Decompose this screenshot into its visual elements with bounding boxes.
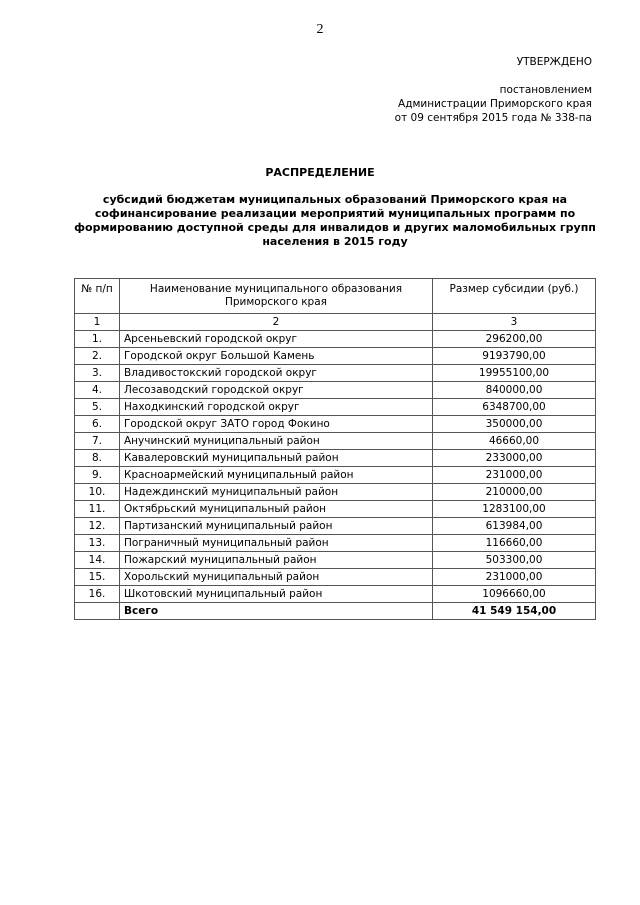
row-amount: 613984,00 [433,518,596,535]
table-row [75,501,596,518]
row-amount: 296200,00 [433,331,596,348]
row-number: 3. [75,365,120,382]
row-municipality: Лесозаводский городской округ [120,382,433,399]
row-amount: 231000,00 [433,467,596,484]
header-number: № п/п [75,279,120,314]
row-municipality: Анучинский муниципальный район [120,433,433,450]
total-empty-cell [75,603,120,620]
document-title: РАСПРЕДЕЛЕНИЕ [265,166,375,179]
row-number: 2. [75,348,120,365]
row-municipality: Хорольский муниципальный район [120,569,433,586]
row-amount: 233000,00 [433,450,596,467]
table-row [75,484,596,501]
document-subtitle: субсидий бюджетам муниципальных образований Приморского края на софинансирование реализации мероприятий муниципальных программ по формированию доступной среды для инвалидов и других маломобильных групп населения в 2015 году [74,193,596,248]
row-amount: 840000,00 [433,382,596,399]
row-municipality: Октябрьский муниципальный район [120,501,433,518]
row-amount: 1096660,00 [433,586,596,603]
approval-stamp [395,55,592,125]
column-number: 3 [433,314,596,331]
table-row [75,365,596,382]
header-municipality: Наименование муниципального образования Приморского края [120,279,433,314]
row-amount: 503300,00 [433,552,596,569]
row-number: 6. [75,416,120,433]
table-row [75,450,596,467]
row-municipality: Городской округ ЗАТО город Фокино [120,416,433,433]
table-row [75,331,596,348]
row-number: 13. [75,535,120,552]
table-row [75,535,596,552]
column-number: 1 [75,314,120,331]
row-municipality: Шкотовский муниципальный район [120,586,433,603]
row-number: 14. [75,552,120,569]
row-municipality: Владивостокский городской округ [120,365,433,382]
row-amount: 210000,00 [433,484,596,501]
row-number: 11. [75,501,120,518]
row-number: 4. [75,382,120,399]
row-municipality: Пограничный муниципальный район [120,535,433,552]
row-municipality: Находкинский городской округ [120,399,433,416]
table-row [75,586,596,603]
total-label: Всего [120,603,433,620]
row-municipality: Партизанский муниципальный район [120,518,433,535]
row-amount: 116660,00 [433,535,596,552]
row-number: 1. [75,331,120,348]
table-header-row [75,279,596,314]
table-row [75,399,596,416]
approval-line-1: постановлением [499,84,592,96]
table-row [75,569,596,586]
row-number: 9. [75,467,120,484]
row-amount: 6348700,00 [433,399,596,416]
column-number: 2 [120,314,433,331]
approval-line-3: от 09 сентября 2015 года № 338-па [394,112,592,124]
row-number: 10. [75,484,120,501]
row-amount: 1283100,00 [433,501,596,518]
table-row [75,416,596,433]
row-number: 7. [75,433,120,450]
table-row [75,467,596,484]
row-municipality: Арсеньевский городской округ [120,331,433,348]
page-number: 2 [316,22,324,37]
row-municipality: Пожарский муниципальный район [120,552,433,569]
table-row [75,518,596,535]
table-row [75,348,596,365]
approved-label: УТВЕРЖДЕНО [516,56,592,68]
row-amount: 350000,00 [433,416,596,433]
row-number: 12. [75,518,120,535]
table-row [75,382,596,399]
row-municipality: Кавалеровский муниципальный район [120,450,433,467]
row-number: 16. [75,586,120,603]
row-amount: 46660,00 [433,433,596,450]
table-row [75,433,596,450]
row-number: 8. [75,450,120,467]
total-row [75,603,596,620]
approval-line-2: Администрации Приморского края [398,98,592,110]
table-row [75,552,596,569]
column-number-row [75,314,596,331]
row-number: 15. [75,569,120,586]
row-municipality: Городской округ Большой Камень [120,348,433,365]
header-subsidy-amount: Размер субсидии (руб.) [433,279,596,314]
row-amount: 19955100,00 [433,365,596,382]
total-amount: 41 549 154,00 [433,603,596,620]
row-amount: 231000,00 [433,569,596,586]
row-municipality: Красноармейский муниципальный район [120,467,433,484]
row-number: 5. [75,399,120,416]
row-municipality: Надеждинский муниципальный район [120,484,433,501]
distribution-table [74,278,596,620]
row-amount: 9193790,00 [433,348,596,365]
